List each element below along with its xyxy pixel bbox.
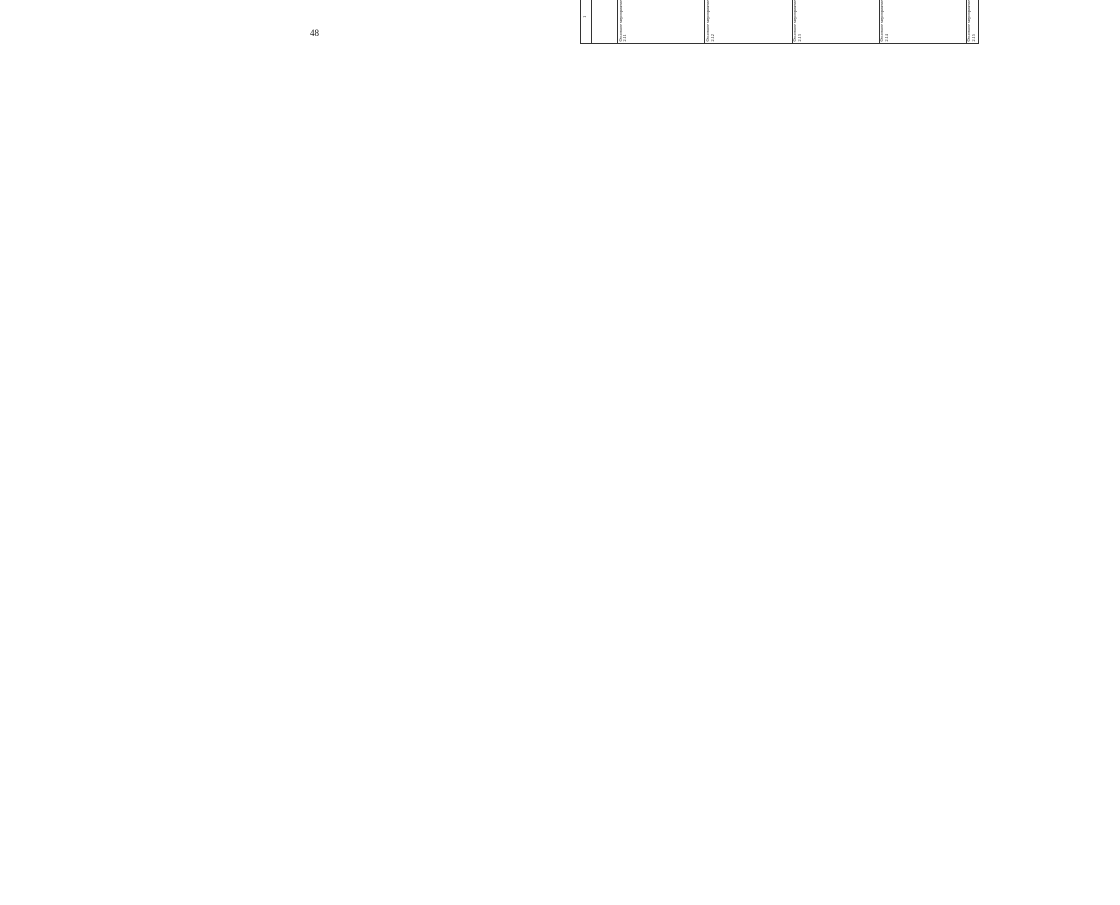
activity-code-cell: Основное мероприятие 2.15 — [967, 0, 978, 44]
table-row — [618, 0, 625, 44]
activity-code-cell: Основное мероприятие 2.11 — [618, 0, 705, 44]
table-row — [591, 0, 598, 44]
rotated-table-wrapper — [580, 0, 1120, 44]
activity-code-cell — [591, 0, 617, 44]
table-row — [879, 0, 886, 44]
budget-table — [580, 0, 979, 44]
page-number: 48 — [310, 28, 319, 38]
activity-code-cell: Основное мероприятие 2.13 — [792, 0, 879, 44]
table-row — [792, 0, 799, 44]
activity-code-cell: Основное мероприятие 2.12 — [705, 0, 792, 44]
header-row — [581, 0, 592, 44]
table-row — [967, 0, 978, 44]
table-row — [705, 0, 712, 44]
activity-code-cell: Основное мероприятие 2.14 — [879, 0, 966, 44]
header-cell: 1 — [581, 0, 592, 44]
